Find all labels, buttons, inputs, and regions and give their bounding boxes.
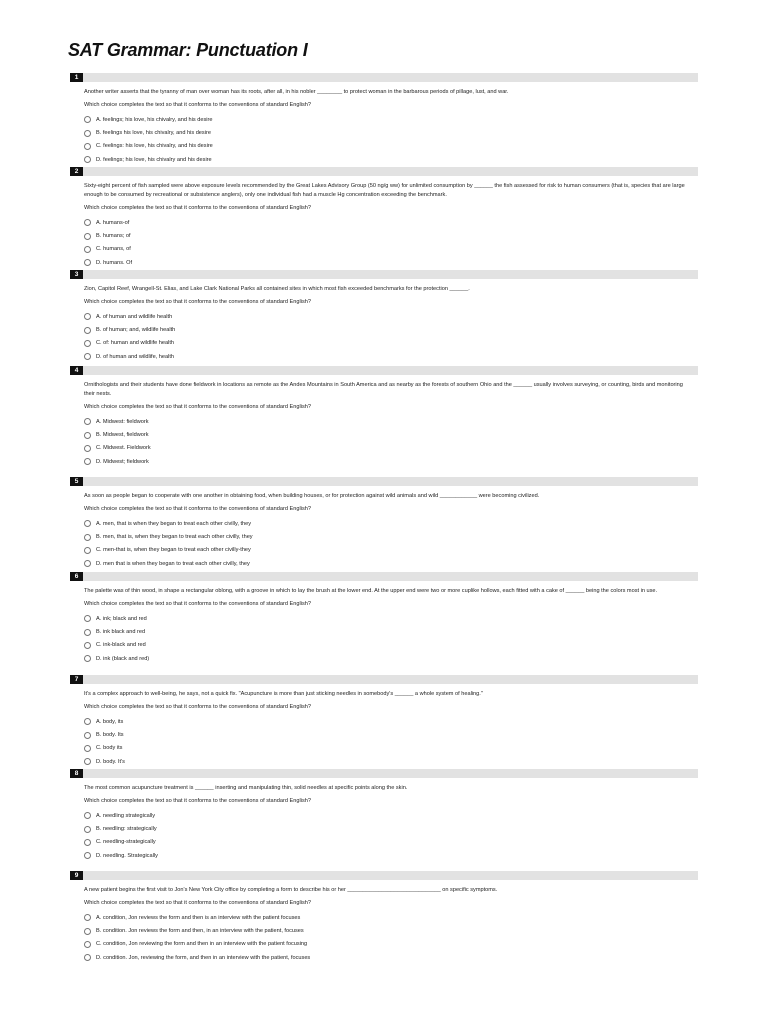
answer-option-label: A. humans-of xyxy=(96,219,130,226)
question-prompt: Which choice completes the text so that it conforms to the conventions of standard English? xyxy=(84,404,311,410)
radio-button-icon[interactable] xyxy=(84,246,91,253)
answer-option-label: C. men-that is, when they began to treat each other civilly-they xyxy=(96,547,251,554)
radio-button-icon[interactable] xyxy=(84,655,91,662)
question-header-bar xyxy=(82,477,698,486)
radio-button-icon[interactable] xyxy=(84,941,91,948)
answer-option-label: D. humans. Of xyxy=(96,259,133,266)
answer-option[interactable] xyxy=(84,113,698,126)
answer-option[interactable] xyxy=(84,612,698,625)
question-number-badge: 4 xyxy=(70,366,83,375)
radio-button-icon[interactable] xyxy=(84,852,91,859)
radio-button-icon[interactable] xyxy=(84,826,91,833)
answer-option[interactable] xyxy=(84,924,698,937)
answer-option-label: D. needling. Strategically xyxy=(96,852,158,859)
answer-option[interactable] xyxy=(84,140,698,153)
radio-button-icon[interactable] xyxy=(84,445,91,452)
answer-options xyxy=(84,415,698,469)
radio-button-icon[interactable] xyxy=(84,340,91,347)
answer-option-label: D. Midwest; fieldwork xyxy=(96,458,149,465)
answer-option[interactable] xyxy=(84,323,698,336)
question-block xyxy=(70,366,698,469)
radio-button-icon[interactable] xyxy=(84,116,91,123)
radio-button-icon[interactable] xyxy=(84,313,91,320)
answer-option[interactable] xyxy=(84,256,698,269)
answer-option-label: C. Midwest. Fieldwork xyxy=(96,445,151,452)
answer-option-label: A. feelings; his love, his chivalry, and his desire xyxy=(96,116,213,123)
answer-option-label: A. men, that is when they began to treat each other civilly, they xyxy=(96,520,252,527)
question-header xyxy=(70,871,698,880)
answer-option[interactable] xyxy=(84,728,698,741)
answer-option-label: B. men, that is, when they began to treat each other civilly, they xyxy=(96,534,253,541)
answer-option[interactable] xyxy=(84,715,698,728)
radio-button-icon[interactable] xyxy=(84,615,91,622)
answer-option-label: C. needling-strategically xyxy=(96,839,156,846)
answer-option-label: C. condition, Jon reviewing the form and then in an interview with the patient focusing xyxy=(96,941,308,948)
answer-option-label: A. needling strategically xyxy=(96,812,156,819)
answer-option[interactable] xyxy=(84,350,698,363)
answer-option[interactable] xyxy=(84,455,698,468)
radio-button-icon[interactable] xyxy=(84,143,91,150)
answer-option[interactable] xyxy=(84,911,698,924)
radio-button-icon[interactable] xyxy=(84,758,91,765)
answer-options xyxy=(84,612,698,666)
question-text: Ornithologists and their students have done fieldwork in locations as remote as the Andes Mountains in South America and as nearby as the forests of southern Ohio and the ______ usually involves surveying, or counting, birds and monitoring their nests. xyxy=(84,382,683,397)
answer-option-label: B. Midwest, fieldwork xyxy=(96,432,149,439)
answer-option[interactable] xyxy=(84,652,698,665)
radio-button-icon[interactable] xyxy=(84,732,91,739)
answer-option[interactable] xyxy=(84,310,698,323)
answer-option-label: D. of human and wildlife, health xyxy=(96,353,175,360)
question-header-bar xyxy=(82,366,698,375)
answer-option[interactable] xyxy=(84,153,698,166)
question-text: As soon as people began to cooperate with one another in obtaining food, when building houses, or for protection against wild animals and wild ____________ were becoming civilized. xyxy=(84,493,540,499)
question-prompt: Which choice completes the text so that it conforms to the conventions of standard English? xyxy=(84,900,311,906)
question-text: Another writer asserts that the tyranny of man over woman has its roots, after all, in his nobler ________ to protect woman in the barbarous periods of pillage, lust, and war. xyxy=(84,89,509,95)
answer-option-label: B. feelings his love, his chivalry, and his desire xyxy=(96,130,211,137)
answer-options xyxy=(84,809,698,863)
answer-option-label: B. condition. Jon reviews the form and then, in an interview with the patient, focuses xyxy=(96,928,304,935)
question-block xyxy=(70,871,698,965)
radio-button-icon[interactable] xyxy=(84,418,91,425)
answer-option[interactable] xyxy=(84,557,698,570)
question-text: The palette was of thin wood, in shape a rectangular oblong, with a groove in which to lay the brush at the lower end. At the upper end were two or more cuplike hollows, each fitted with a cake of ______ being the colors most in use. xyxy=(84,588,658,594)
question-text: A new patient begins the first visit to Jon's New York City office by completing a form to describe his or her ______________________________ on specific symptoms. xyxy=(84,887,498,893)
radio-button-icon[interactable] xyxy=(84,812,91,819)
question-header xyxy=(70,73,698,82)
question-text: Zion, Capitol Reef, Wrangell-St. Elias, and Lake Clark National Parks all contained sites in which most fish exceeded benchmarks for the protection ______. xyxy=(84,286,470,292)
question-prompt: Which choice completes the text so that it conforms to the conventions of standard English? xyxy=(84,704,311,710)
question-number-badge: 2 xyxy=(70,167,83,176)
answer-options xyxy=(84,216,698,270)
question-text: Sixty-eight percent of fish sampled were above exposure levels recommended by the Great Lakes Advisory Group (50 ng/g ww) for unlimited consumption by ______ the fish assessed for risk to human consumers (that is, species that are large enough to be consumed by recreational or subsistence anglers), only one individual fish had a muscle Hg concentration exceeding the benchmark. xyxy=(84,183,685,198)
question-header xyxy=(70,477,698,486)
answer-option[interactable] xyxy=(84,243,698,256)
answer-options xyxy=(84,911,698,965)
question-prompt: Which choice completes the text so that it conforms to the conventions of standard English? xyxy=(84,506,311,512)
radio-button-icon[interactable] xyxy=(84,839,91,846)
answer-option[interactable] xyxy=(84,415,698,428)
answer-option[interactable] xyxy=(84,544,698,557)
radio-button-icon[interactable] xyxy=(84,233,91,240)
answer-option[interactable] xyxy=(84,517,698,530)
question-header xyxy=(70,572,698,581)
answer-option[interactable] xyxy=(84,625,698,638)
answer-options xyxy=(84,715,698,769)
radio-button-icon[interactable] xyxy=(84,745,91,752)
answer-option-label: B. humans; of xyxy=(96,233,131,240)
answer-option-label: B. of human; and, wildlife health xyxy=(96,327,176,334)
question-header-bar xyxy=(82,572,698,581)
answer-option-label: A. of human and wildlife health xyxy=(96,313,173,320)
question-header-bar xyxy=(82,871,698,880)
question-header xyxy=(70,366,698,375)
question-number-badge: 9 xyxy=(70,871,83,880)
question-block xyxy=(70,477,698,571)
radio-button-icon[interactable] xyxy=(84,914,91,921)
answer-option-label: B. ink black and red xyxy=(96,629,146,636)
answer-options xyxy=(84,517,698,571)
answer-option[interactable] xyxy=(84,755,698,768)
radio-button-icon[interactable] xyxy=(84,547,91,554)
answer-option-label: D. ink (black and red) xyxy=(96,655,150,662)
question-block xyxy=(70,73,698,167)
answer-option-label: C. of: human and wildlife health xyxy=(96,340,175,347)
question-block xyxy=(70,270,698,364)
answer-options xyxy=(84,310,698,364)
answer-option[interactable] xyxy=(84,849,698,862)
answer-option-label: A. body, its xyxy=(96,718,124,725)
answer-option-label: B. needling: strategically xyxy=(96,826,157,833)
question-header xyxy=(70,675,698,684)
radio-button-icon[interactable] xyxy=(84,156,91,163)
question-prompt: Which choice completes the text so that it conforms to the conventions of standard English? xyxy=(84,102,311,108)
answer-option-label: C. humans, of xyxy=(96,246,131,253)
answer-option[interactable] xyxy=(84,442,698,455)
radio-button-icon[interactable] xyxy=(84,458,91,465)
question-header-bar xyxy=(82,73,698,82)
question-number-badge: 7 xyxy=(70,675,83,684)
answer-option-label: A. ink; black and red xyxy=(96,615,147,622)
answer-option[interactable] xyxy=(84,229,698,242)
radio-button-icon[interactable] xyxy=(84,219,91,226)
radio-button-icon[interactable] xyxy=(84,928,91,935)
radio-button-icon[interactable] xyxy=(84,432,91,439)
question-block xyxy=(70,167,698,270)
question-header-bar xyxy=(82,675,698,684)
answer-option[interactable] xyxy=(84,530,698,543)
answer-option[interactable] xyxy=(84,337,698,350)
question-prompt: Which choice completes the text so that it conforms to the conventions of standard English? xyxy=(84,798,311,804)
radio-button-icon[interactable] xyxy=(84,327,91,334)
question-header-bar xyxy=(82,769,698,778)
answer-option[interactable] xyxy=(84,742,698,755)
radio-button-icon[interactable] xyxy=(84,534,91,541)
question-header xyxy=(70,270,698,279)
question-number-badge: 6 xyxy=(70,572,83,581)
answer-option[interactable] xyxy=(84,428,698,441)
question-prompt: Which choice completes the text so that it conforms to the conventions of standard English? xyxy=(84,299,311,305)
answer-option-label: C. body its xyxy=(96,745,123,752)
answer-option[interactable] xyxy=(84,126,698,139)
answer-options xyxy=(84,113,698,167)
radio-button-icon[interactable] xyxy=(84,642,91,649)
question-number-badge: 5 xyxy=(70,477,83,486)
radio-button-icon[interactable] xyxy=(84,718,91,725)
question-prompt: Which choice completes the text so that it conforms to the conventions of standard English? xyxy=(84,205,311,211)
question-header-bar xyxy=(82,270,698,279)
answer-option[interactable] xyxy=(84,809,698,822)
question-block xyxy=(70,572,698,666)
answer-option[interactable] xyxy=(84,822,698,835)
radio-button-icon[interactable] xyxy=(84,629,91,636)
answer-option-label: C. ink-black and red xyxy=(96,642,146,649)
question-number-badge: 8 xyxy=(70,769,83,778)
answer-option[interactable] xyxy=(84,938,698,951)
radio-button-icon[interactable] xyxy=(84,520,91,527)
radio-button-icon[interactable] xyxy=(84,954,91,961)
answer-option[interactable] xyxy=(84,639,698,652)
answer-option-label: D. feelings; his love, his chivalry and his desire xyxy=(96,156,212,163)
answer-option-label: D. body. It's xyxy=(96,758,125,765)
page-title: SAT Grammar: Punctuation I xyxy=(68,40,308,60)
answer-option-label: C. feelings: his love, his chivalry, and his desire xyxy=(96,143,213,150)
question-text: The most common acupuncture treatment is ______ inserting and manipulating thin, solid needles at specific points along the skin. xyxy=(84,785,408,791)
question-header-bar xyxy=(82,167,698,176)
radio-button-icon[interactable] xyxy=(84,560,91,567)
question-block xyxy=(70,769,698,863)
answer-option[interactable] xyxy=(84,836,698,849)
question-text: It's a complex approach to well-being, he says, not a quick fix. "Acupuncture is more than just sticking needles in somebody's ______ a whole system of healing." xyxy=(84,691,483,697)
question-header xyxy=(70,769,698,778)
question-number-badge: 3 xyxy=(70,270,83,279)
question-prompt: Which choice completes the text so that it conforms to the conventions of standard English? xyxy=(84,601,311,607)
answer-option[interactable] xyxy=(84,216,698,229)
question-block xyxy=(70,675,698,769)
radio-button-icon[interactable] xyxy=(84,259,91,266)
question-header xyxy=(70,167,698,176)
answer-option-label: D. condition. Jon, reviewing the form, and then in an interview with the patient, focuses xyxy=(96,954,311,961)
answer-option[interactable] xyxy=(84,951,698,964)
answer-option-label: A. Midwest: fieldwork xyxy=(96,418,149,425)
radio-button-icon[interactable] xyxy=(84,130,91,137)
radio-button-icon[interactable] xyxy=(84,353,91,360)
answer-option-label: D. men that is when they began to treat each other civilly, they xyxy=(96,560,250,567)
answer-option-label: B. body. Its xyxy=(96,732,124,739)
answer-option-label: A. condition, Jon reviews the form and then is an interview with the patient focuses xyxy=(96,914,301,921)
question-number-badge: 1 xyxy=(70,73,83,82)
